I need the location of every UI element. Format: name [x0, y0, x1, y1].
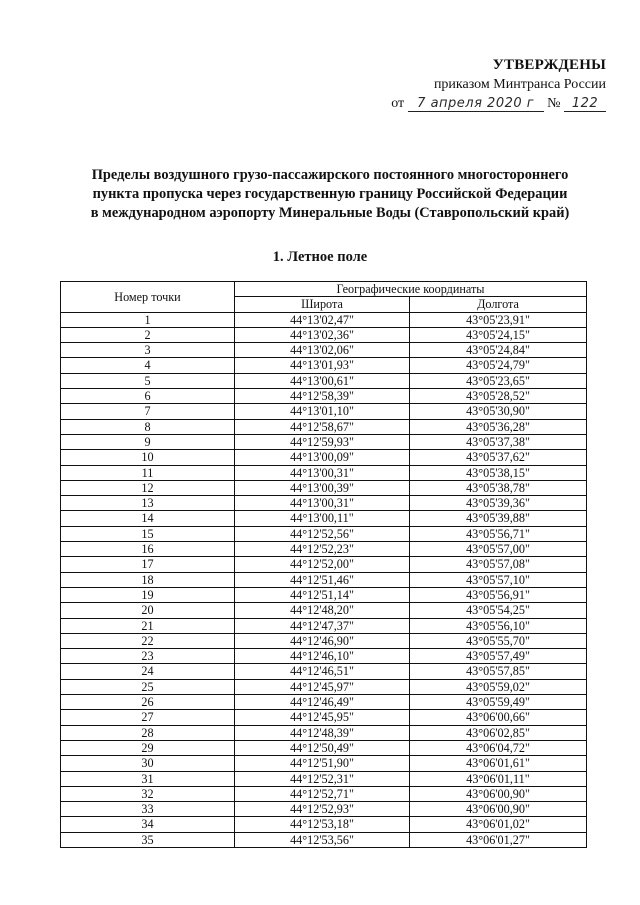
cell-point-number: 20 — [61, 603, 235, 618]
table-row — [61, 740, 587, 755]
cell-latitude: 44°12'45,95" — [235, 710, 410, 725]
cell-latitude: 44°13'00,61" — [235, 373, 410, 388]
cell-point-number: 27 — [61, 710, 235, 725]
cell-longitude: 43°06'00,90" — [410, 802, 587, 817]
cell-point-number: 17 — [61, 557, 235, 572]
cell-point-number: 25 — [61, 679, 235, 694]
header-geo-coordinates: Географические координаты — [235, 282, 587, 297]
cell-point-number: 19 — [61, 587, 235, 602]
cell-latitude: 44°12'51,14" — [235, 587, 410, 602]
table-row — [61, 633, 587, 648]
title-line: в международном аэропорту Минеральные Воды (Ставропольский край) — [90, 205, 570, 221]
table-row — [61, 526, 587, 541]
cell-longitude: 43°05'56,10" — [410, 618, 587, 633]
cell-point-number: 21 — [61, 618, 235, 633]
cell-latitude: 44°13'00,31" — [235, 465, 410, 480]
cell-point-number: 8 — [61, 419, 235, 434]
cell-latitude: 44°12'53,56" — [235, 832, 410, 847]
cell-latitude: 44°12'45,97" — [235, 679, 410, 694]
cell-latitude: 44°12'51,90" — [235, 756, 410, 771]
cell-longitude: 43°05'56,91" — [410, 587, 587, 602]
cell-longitude: 43°05'55,70" — [410, 633, 587, 648]
table-row — [61, 312, 587, 327]
table-row — [61, 389, 587, 404]
title-line: Пределы воздушного грузо-пассажирского постоянного многостороннего — [91, 167, 569, 183]
table-row — [61, 542, 587, 557]
cell-point-number: 3 — [61, 343, 235, 358]
table-row — [61, 358, 587, 373]
approval-heading: УТВЕРЖДЕНЫ — [492, 57, 606, 73]
table-row — [61, 572, 587, 587]
cell-longitude: 43°06'01,61" — [410, 756, 587, 771]
cell-point-number: 22 — [61, 633, 235, 648]
cell-point-number: 32 — [61, 786, 235, 801]
table-row — [61, 649, 587, 664]
cell-longitude: 43°06'01,27" — [410, 832, 587, 847]
cell-longitude: 43°06'02,85" — [410, 725, 587, 740]
table-row — [61, 419, 587, 434]
cell-point-number: 14 — [61, 511, 235, 526]
cell-latitude: 44°13'02,47" — [235, 312, 410, 327]
handwritten-date: 7 апреля 2020 г — [408, 97, 544, 112]
approval-order-line: приказом Минтранса России — [433, 77, 606, 92]
cell-point-number: 31 — [61, 771, 235, 786]
cell-point-number: 34 — [61, 817, 235, 832]
cell-longitude: 43°06'01,02" — [410, 817, 587, 832]
table-row — [61, 679, 587, 694]
cell-point-number: 13 — [61, 496, 235, 511]
cell-longitude: 43°05'56,71" — [410, 526, 587, 541]
cell-latitude: 44°12'52,23" — [235, 542, 410, 557]
number-label: № — [547, 96, 561, 111]
cell-latitude: 44°13'00,39" — [235, 480, 410, 495]
cell-latitude: 44°12'52,56" — [235, 526, 410, 541]
cell-longitude: 43°05'24,15" — [410, 327, 587, 342]
cell-longitude: 43°06'00,66" — [410, 710, 587, 725]
cell-latitude: 44°12'46,51" — [235, 664, 410, 679]
cell-point-number: 12 — [61, 480, 235, 495]
cell-point-number: 10 — [61, 450, 235, 465]
cell-longitude: 43°06'00,90" — [410, 786, 587, 801]
coordinates-table — [60, 281, 587, 848]
cell-latitude: 44°12'46,10" — [235, 649, 410, 664]
cell-longitude: 43°05'36,28" — [410, 419, 587, 434]
date-label: от — [391, 96, 405, 111]
table-row — [61, 664, 587, 679]
approval-date-line — [391, 94, 606, 113]
cell-point-number: 1 — [61, 312, 235, 327]
table-row — [61, 450, 587, 465]
table-row — [61, 756, 587, 771]
cell-point-number: 24 — [61, 664, 235, 679]
table-row — [61, 404, 587, 419]
cell-longitude: 43°05'57,10" — [410, 572, 587, 587]
cell-longitude: 43°05'37,62" — [410, 450, 587, 465]
cell-longitude: 43°05'57,85" — [410, 664, 587, 679]
table-row — [61, 725, 587, 740]
cell-point-number: 35 — [61, 832, 235, 847]
cell-latitude: 44°12'47,37" — [235, 618, 410, 633]
table-row — [61, 434, 587, 449]
cell-latitude: 44°12'46,90" — [235, 633, 410, 648]
cell-point-number: 18 — [61, 572, 235, 587]
cell-latitude: 44°13'02,06" — [235, 343, 410, 358]
cell-latitude: 44°13'00,11" — [235, 511, 410, 526]
cell-point-number: 9 — [61, 434, 235, 449]
cell-point-number: 16 — [61, 542, 235, 557]
cell-point-number: 5 — [61, 373, 235, 388]
table-row — [61, 832, 587, 847]
cell-longitude: 43°05'28,52" — [410, 389, 587, 404]
cell-longitude: 43°05'57,49" — [410, 649, 587, 664]
table-row — [61, 786, 587, 801]
cell-latitude: 44°13'02,36" — [235, 327, 410, 342]
cell-latitude: 44°12'52,31" — [235, 771, 410, 786]
cell-latitude: 44°12'52,93" — [235, 802, 410, 817]
cell-point-number: 28 — [61, 725, 235, 740]
cell-latitude: 44°12'58,39" — [235, 389, 410, 404]
table-row — [61, 771, 587, 786]
cell-latitude: 44°12'53,18" — [235, 817, 410, 832]
cell-point-number: 23 — [61, 649, 235, 664]
table-row — [61, 802, 587, 817]
cell-latitude: 44°12'59,93" — [235, 434, 410, 449]
cell-latitude: 44°12'50,49" — [235, 740, 410, 755]
cell-latitude: 44°13'00,09" — [235, 450, 410, 465]
table-row — [61, 496, 587, 511]
table-row — [61, 587, 587, 602]
cell-latitude: 44°12'48,20" — [235, 603, 410, 618]
cell-latitude: 44°12'52,00" — [235, 557, 410, 572]
table-row — [61, 817, 587, 832]
table-row — [61, 695, 587, 710]
table-row — [61, 557, 587, 572]
cell-point-number: 4 — [61, 358, 235, 373]
table-row — [61, 618, 587, 633]
cell-longitude: 43°05'24,79" — [410, 358, 587, 373]
cell-longitude: 43°06'04,72" — [410, 740, 587, 755]
cell-longitude: 43°05'39,36" — [410, 496, 587, 511]
cell-latitude: 44°12'58,67" — [235, 419, 410, 434]
approval-block — [391, 56, 606, 113]
header-point-number: Номер точки — [61, 282, 235, 313]
table-row — [61, 480, 587, 495]
cell-point-number: 26 — [61, 695, 235, 710]
cell-latitude: 44°12'51,46" — [235, 572, 410, 587]
document-title — [40, 166, 620, 223]
cell-longitude: 43°05'59,49" — [410, 695, 587, 710]
cell-point-number: 29 — [61, 740, 235, 755]
cell-longitude: 43°05'23,91" — [410, 312, 587, 327]
handwritten-number: 122 — [564, 97, 606, 112]
cell-latitude: 44°12'52,71" — [235, 786, 410, 801]
header-latitude: Широта — [235, 297, 410, 312]
section-title: 1. Летное поле — [272, 249, 368, 265]
table-row — [61, 373, 587, 388]
cell-longitude: 43°05'30,90" — [410, 404, 587, 419]
cell-longitude: 43°05'23,65" — [410, 373, 587, 388]
table-row — [61, 327, 587, 342]
cell-longitude: 43°05'39,88" — [410, 511, 587, 526]
table-row — [61, 465, 587, 480]
table-row — [61, 603, 587, 618]
cell-latitude: 44°13'01,10" — [235, 404, 410, 419]
cell-longitude: 43°05'24,84" — [410, 343, 587, 358]
cell-point-number: 11 — [61, 465, 235, 480]
cell-point-number: 30 — [61, 756, 235, 771]
cell-longitude: 43°05'57,08" — [410, 557, 587, 572]
cell-longitude: 43°05'37,38" — [410, 434, 587, 449]
table-row — [61, 710, 587, 725]
cell-longitude: 43°05'54,25" — [410, 603, 587, 618]
cell-longitude: 43°06'01,11" — [410, 771, 587, 786]
cell-longitude: 43°05'38,78" — [410, 480, 587, 495]
cell-point-number: 2 — [61, 327, 235, 342]
cell-latitude: 44°13'01,93" — [235, 358, 410, 373]
cell-longitude: 43°05'59,02" — [410, 679, 587, 694]
table-row — [61, 511, 587, 526]
cell-latitude: 44°13'00,31" — [235, 496, 410, 511]
cell-longitude: 43°05'57,00" — [410, 542, 587, 557]
header-longitude: Долгота — [410, 297, 587, 312]
cell-point-number: 7 — [61, 404, 235, 419]
cell-latitude: 44°12'48,39" — [235, 725, 410, 740]
cell-point-number: 6 — [61, 389, 235, 404]
title-line: пункта пропуска через государственную границу Российской Федерации — [92, 186, 568, 202]
cell-latitude: 44°12'46,49" — [235, 695, 410, 710]
cell-point-number: 15 — [61, 526, 235, 541]
cell-point-number: 33 — [61, 802, 235, 817]
cell-longitude: 43°05'38,15" — [410, 465, 587, 480]
table-row — [61, 343, 587, 358]
